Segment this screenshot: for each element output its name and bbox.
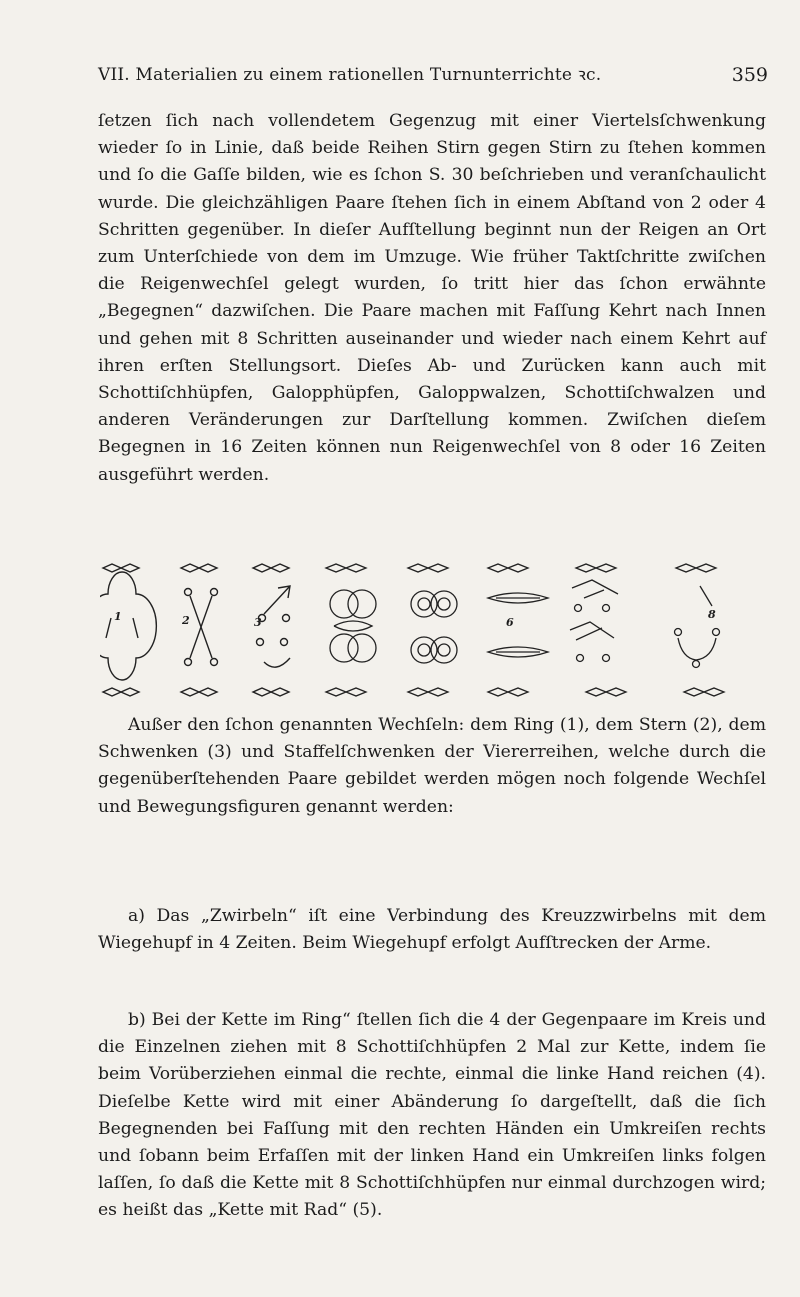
figure-label: 6: [506, 616, 514, 629]
figure-label: 3: [254, 616, 262, 629]
page-header: [98, 62, 768, 92]
figure-staggered: [562, 558, 622, 700]
figure-wave-drawing: [660, 558, 730, 700]
figure-label: 8: [708, 608, 716, 621]
figure-lanes: [484, 558, 544, 700]
body-paragraph-1: ſetzen ſich nach vollendetem Gegenzug mit einer Viertelsſchwenkung wieder ſo in Linie, daß beide Reihen Stirn gegen Stirn zu ſtehen kommen und ſo die Gaſſe bilden, wie es ſchon S. 30 beſchrieben und veranſchaulicht wurde. Die gleichzähligen Paare ſtehen ſich in einem Abſtand von 2 oder 4 Schritten gegenüber. In dieſer Aufſtellung beginnt nun der Reigen an Ort zum Unterſchiede von dem im Umzuge. Wie früher Taktſchritte zwiſchen die Reigenwechſel gelegt wurden, ſo tritt hier das ſchon erwähnte „Begegnen“ dazwiſchen. Die Paare machen mit Faſſung Kehrt nach Innen und gehen mit 8 Schritten auseinander und wieder nach einem Kehrt auf ihren erſten Stellungsort. Dieſes Ab- und Zurücken kann auch mit Schottiſchhüpfen, Galopphüpfen, Galoppwalzen, Schottiſchwalzen und anderen Veränderungen zur Darſtellung kommen. Zwiſchen dieſem Begegnen in 16 Zeiten können nun Reigenwechſel von 8 oder 16 Zeiten ausgeführt werden.: [98, 111, 766, 485]
body-paragraph-2: Außer den ſchon genannten Wechſeln: dem Ring (1), dem Stern (2), dem Schwenken (3) und Staffelſchwenken der Viererreihen, welche durch die gegenüberſtehenden Paare gebildet werden mögen noch folgende Wechſel und Bewegungsfiguren genannt werden:: [98, 715, 766, 817]
figure-chain-ring: [322, 558, 382, 700]
figure-swing: [250, 558, 310, 700]
list-item-b: b) Bei der Kette im Ring“ ſtellen ſich die 4 der Gegenpaare im Kreis und die Einzelnen ziehen mit 8 Schottiſchhüpfen 2 Mal zur Kette, indem ſie beim Vorüberziehen einmal die rechte, einmal die linke Hand reichen (4). Dieſelbe Kette wird mit einer Abänderung ſo dargeſtellt, daß die ſich Begegnenden bei Faſſung mit den rechten Händen ein Umkreiſen rechts und ſobann beim Erfaſſen mit der linken Hand ein Umkreiſen links folgen laſſen, ſo daß die Kette mit 8 Schottiſchhüpfen nur einmal durchzogen wird; es heißt das „Kette mit Rad“ (5).: [98, 1010, 766, 1221]
figure-label: 1: [114, 610, 122, 623]
figure-swing-drawing: [250, 558, 310, 700]
figure-chain-wheel: [404, 558, 464, 700]
figure-ring-drawing: [100, 558, 160, 700]
page-number: 359: [731, 64, 768, 86]
running-title: VII. Materialien zu einem rationellen Turnunterrichte ꝛc.: [98, 65, 602, 85]
figure-lanes-drawing: [484, 558, 554, 700]
figure-label: 2: [182, 614, 190, 627]
figure-staggered-drawing: [562, 558, 632, 700]
list-item-a: a) Das „Zwirbeln“ iſt eine Verbindung des Kreuzzwirbelns mit dem Wiegehupf in 4 Zeiten. Beim Wiegehupf erfolgt Aufſtrecken der Arme.: [98, 906, 766, 954]
figure-chain-wheel-drawing: [404, 558, 468, 700]
figure-star-drawing: [178, 558, 238, 700]
figure-chain-ring-drawing: [322, 558, 386, 700]
figure-strip: [100, 558, 766, 706]
figure-wave: [660, 558, 720, 700]
figure-ring: [100, 558, 160, 700]
figure-star: [178, 558, 238, 700]
